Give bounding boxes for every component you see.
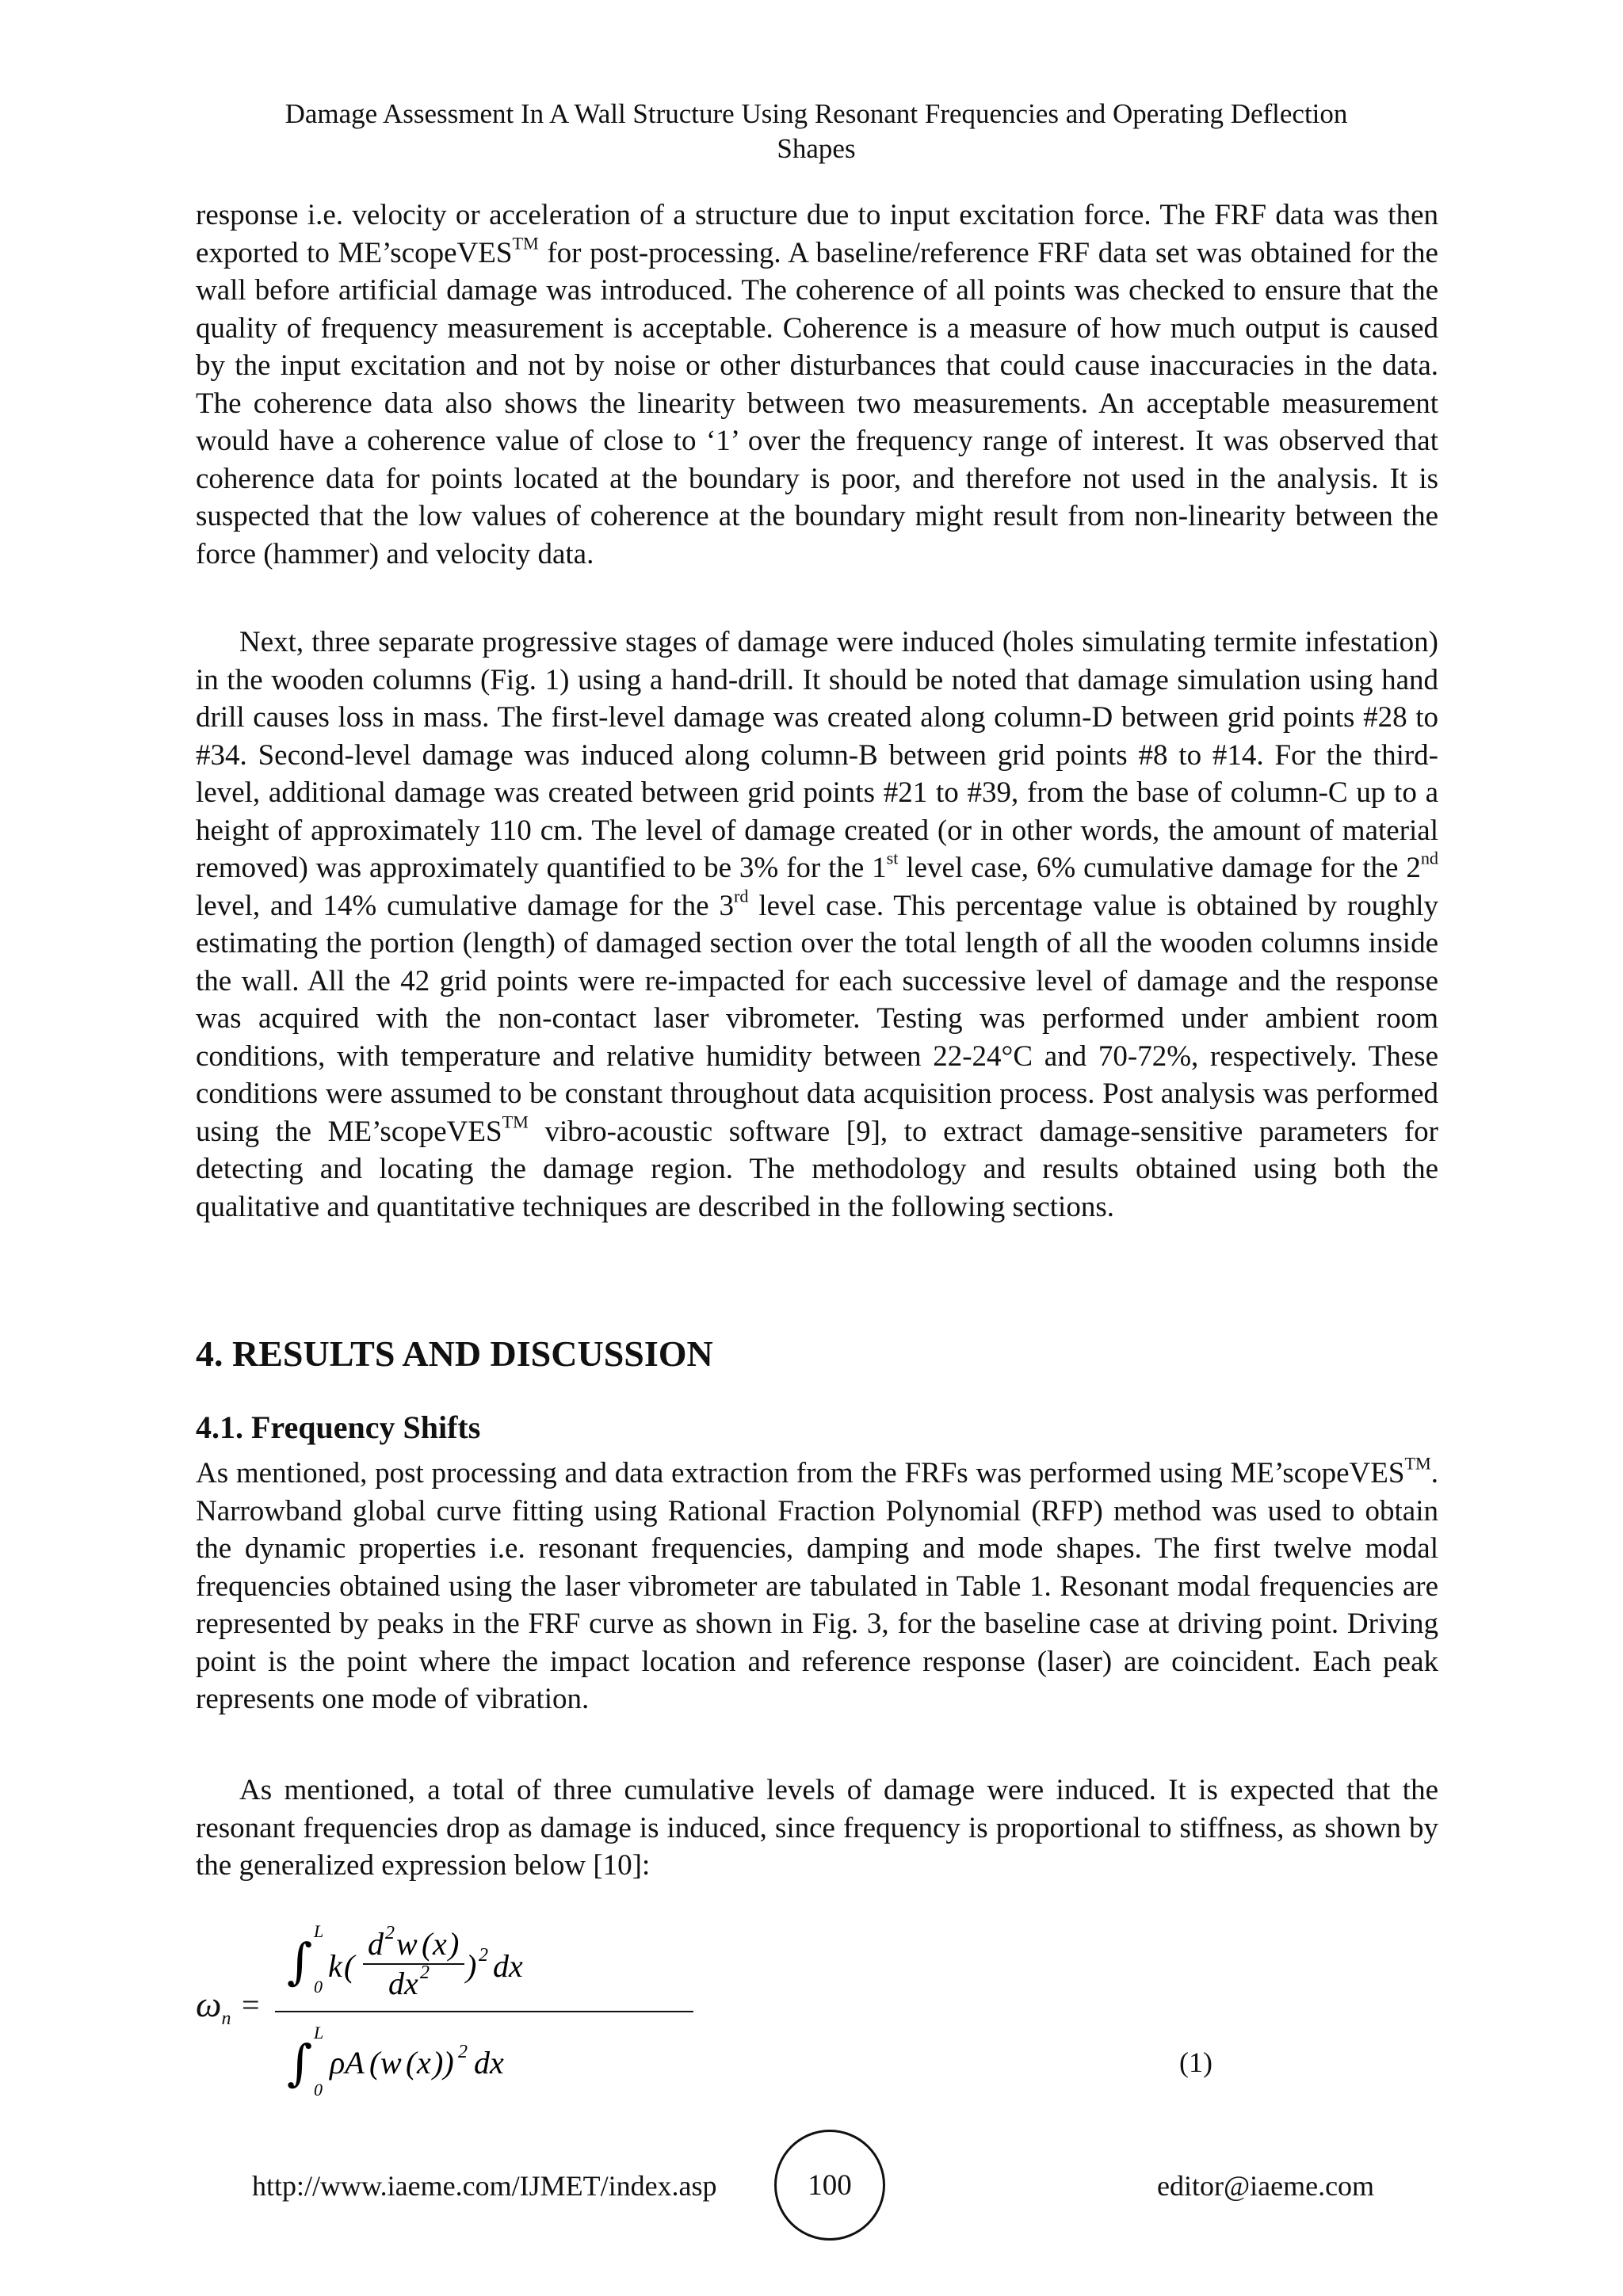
fraction-bar <box>275 2011 693 2012</box>
svg-text:x: x <box>417 2045 431 2081</box>
svg-text:ρA: ρA <box>330 2045 365 2081</box>
svg-text:2: 2 <box>385 1923 395 1943</box>
svg-text:(: ( <box>344 1948 355 1984</box>
svg-text:x: x <box>433 1926 447 1962</box>
page-number-badge <box>774 2130 885 2241</box>
svg-text:2: 2 <box>458 2042 468 2062</box>
svg-text:(: ( <box>369 2045 380 2081</box>
svg-text:): ) <box>466 1948 477 1984</box>
svg-text:2: 2 <box>420 1962 430 1983</box>
equation-numerator <box>279 1905 691 2008</box>
section-heading: 4. RESULTS AND DISCUSSION <box>196 1333 713 1374</box>
svg-text:dx: dx <box>474 2045 504 2081</box>
svg-text:(: ( <box>422 1926 433 1962</box>
svg-text:dx: dx <box>388 1966 418 2001</box>
header-line-1: Damage Assessment In A Wall Structure Using Resonant Frequencies and Operating Deflection <box>285 98 1348 129</box>
svg-text:2: 2 <box>479 1945 488 1966</box>
subsection-heading: 4.1. Frequency Shifts <box>196 1409 481 1445</box>
svg-text:d: d <box>368 1926 384 1962</box>
equation-number: (1) <box>1179 2046 1212 2078</box>
svg-text:w: w <box>380 2045 402 2081</box>
running-header <box>198 97 1434 166</box>
equation-denominator <box>279 2016 691 2103</box>
footer-url-link[interactable]: http://www.iaeme.com/IJMET/index.asp <box>252 2170 717 2202</box>
svg-text:0: 0 <box>314 2080 323 2100</box>
svg-text:L: L <box>314 1921 324 1941</box>
header-line-2: Shapes <box>777 133 856 164</box>
omega-n: $\omega_n$ <box>196 1984 231 2030</box>
svg-text:∫: ∫ <box>287 1932 313 1990</box>
paragraph-3: As mentioned, post processing and data extraction from the FRFs was performed using ME’scopeVES™. Narrowband global curve fitting using Rational Fraction Polynomial (RFP) method was used to obtain the dynamic properties i.e. resonant frequencies, damping and mode shapes. The first twelve modal frequencies obtained using the laser vibrometer are tabulated in Table 1. Resonant modal frequencies are represented by peaks in the FRF curve as shown in Fig. 3, for the baseline case at driving point. Driving point is the point where the impact location and reference response (laser) are coincident. Each peak represents one mode of vibration. <box>196 1453 1438 1715</box>
svg-text:0: 0 <box>314 1977 323 1997</box>
paragraph-1: response i.e. velocity or acceleration of a structure due to input excitation force. The FRF data was then exported to ME’scopeVES™ for post-processing. A baseline/reference FRF data set was obtained for the wall before artificial damage was introduced. The coherence of all points was checked to ensure that the quality of frequency measurement is acceptable. Coherence is a measure of how much output is caused by the input excitation and not by noise or other disturbances that could cause inaccuracies in the data. The coherence data also shows the linearity between two measurements. An acceptable measurement would have a coherence value of close to ‘1’ over the frequency range of interest. It was observed that coherence data for points located at the boundary is poor, and therefore not used in the analysis. It is suspected that the low values of coherence at the boundary might result from non-linearity between the force (hammer) and velocity data. <box>196 199 1438 570</box>
page-number: 100 <box>808 2168 852 2202</box>
svg-text:∫: ∫ <box>287 2034 313 2092</box>
svg-text:dx: dx <box>493 1948 523 1984</box>
svg-text:)): )) <box>433 2045 454 2081</box>
svg-text:(: ( <box>406 2045 417 2081</box>
equation-1 <box>196 1897 529 2100</box>
svg-text:w: w <box>396 1926 418 1962</box>
equals-sign: = <box>242 1987 260 2023</box>
paragraph-2: Next, three separate progressive stages of damage were induced (holes simulating termite infestation) in the wooden columns (Fig. 1) using a hand-drill. It should be noted that damage simulation using hand drill causes loss in mass. The first-level damage was created along column-D between grid points #28 to #34. Second-level damage was induced along column-B between grid points #8 to #14. For the third-level, additional damage was created between grid points #21 to #39, from the base of column-C up to a height of approximately 110 cm. The level of damage created (or in other words, the amount of material removed) was approximately quantified to be 3% for the 1st level case, 6% cumulative damage for the 2nd level, and 14% cumulative damage for the 3rd level case. This percentage value is obtained by roughly estimating the portion (length) of damaged section over the total length of all the wooden columns inside the wall. All the 42 grid points were re-impacted for each successive level of damage and the response was acquired with the non-contact laser vibrometer. Testing was performed under ambient room conditions, with temperature and relative humidity between 22-24°C and 70-72%, respectively. These conditions were assumed to be constant throughout data acquisition process. Post analysis was performed using the ME’scopeVES™ vibro-acoustic software [9], to extract damage-sensitive parameters for detecting and locating the damage region. The methodology and results obtained using both the qualitative and quantitative techniques are described in the following sections. <box>196 626 1439 1223</box>
paragraph-4: As mentioned, a total of three cumulative levels of damage were induced. It is expected that the resonant frequencies drop as damage is induced, since frequency is proportional to stiffness, as shown by the generalized expression below [10]: <box>196 1774 1438 1882</box>
svg-text:k: k <box>328 1948 342 1984</box>
footer-email-link[interactable]: editor@iaeme.com <box>1157 2170 1375 2202</box>
svg-text:L: L <box>314 2023 324 2042</box>
svg-text:): ) <box>449 1926 460 1962</box>
